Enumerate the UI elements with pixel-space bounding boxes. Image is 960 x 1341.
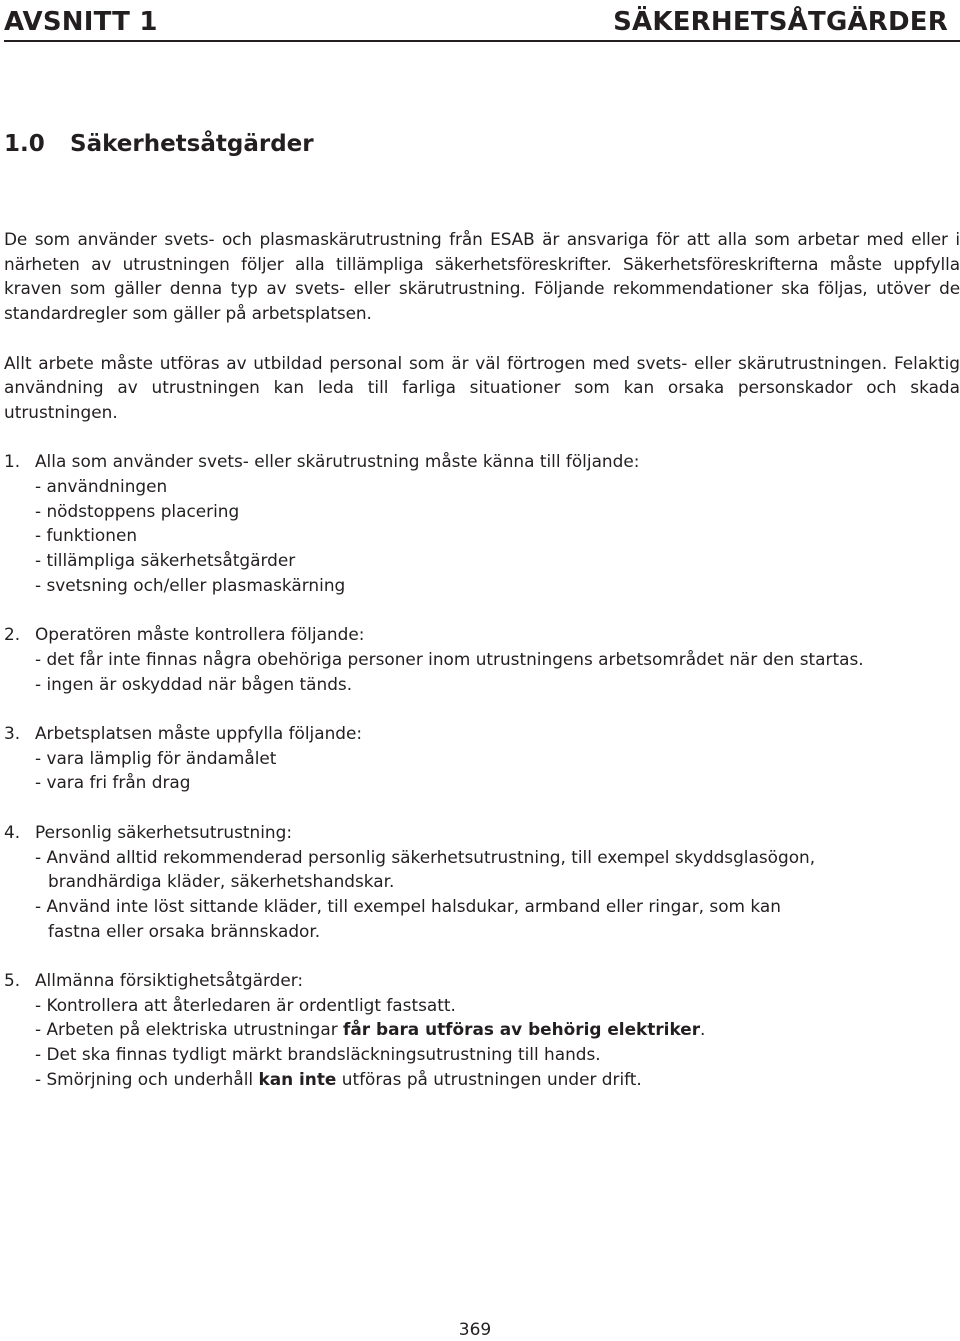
line-text: utföras på utrustningen under drift. xyxy=(336,1068,642,1089)
list-item-1 xyxy=(4,449,960,597)
item-number: 4. xyxy=(4,821,21,842)
item-line-continuation: fastna eller orsaka brännskador. xyxy=(48,920,321,941)
item-line: - ingen är oskyddad när bågen tänds. xyxy=(35,673,353,694)
list-item-5 xyxy=(4,968,960,1092)
item-line-continuation: brandhärdiga kläder, säkerhetshandskar. xyxy=(48,871,395,892)
section-label: AVSNITT 1 xyxy=(4,7,158,37)
page-title xyxy=(4,131,314,157)
item-title: Alla som använder svets- eller skärutrustning måste känna till följande: xyxy=(35,451,640,472)
item-line: - det får inte finnas några obehöriga personer inom utrustningens arbetsområdet när den startas. xyxy=(35,648,864,669)
item-line: - Använd inte löst sittande kläder, till exempel halsdukar, armband eller ringar, som kan xyxy=(35,895,781,916)
emphasis-text: kan inte xyxy=(258,1068,337,1089)
item-line: - Använd alltid rekommenderad personlig säkerhetsutrustning, till exempel skyddsglasögon, xyxy=(35,846,816,867)
intro-paragraph: De som använder svets- och plasmaskärutrustning från ESAB är ansvariga för att alla som arbetar med eller i närheten av utrustningen följer alla tillämpliga säkerhetsföreskrifter. Säkerhetsföreskrifterna måste uppfylla kraven som gäller denna typ av svets- eller skärutrustning. Följande rekommendationer ska följas, utöver de standardregler som gäller på arbetsplatsen. xyxy=(4,229,960,324)
item-title: Operatören måste kontrollera följande: xyxy=(35,624,365,645)
list-item-2 xyxy=(4,622,960,696)
item-line: - vara fri från drag xyxy=(35,772,191,793)
document-body xyxy=(4,227,960,1092)
item-line-lubrication xyxy=(4,1067,960,1092)
section-topic: SÄKERHETSÅTGÄRDER xyxy=(613,7,948,37)
item-title: Personlig säkerhetsutrustning: xyxy=(35,821,293,842)
warning-paragraph: Allt arbete måste utföras av utbildad personal som är väl förtrogen med svets- eller skärutrustningen. Felaktig användning av utrustningen kan leda till farliga situationer som kan orsaka personskador och skada utrustningen. xyxy=(4,352,960,422)
list-item-3 xyxy=(4,721,960,795)
item-number: 1. xyxy=(4,451,21,472)
item-line: - användningen xyxy=(35,476,168,496)
section-title-text: Säkerhetsåtgärder xyxy=(70,131,314,157)
item-number: 5. xyxy=(4,970,21,990)
line-text: - Smörjning och underhåll xyxy=(35,1068,259,1089)
item-line: - Det ska finnas tydligt märkt brandsläckningsutrustning till hands. xyxy=(35,1044,601,1065)
line-text: - Arbeten på elektriska utrustningar xyxy=(35,1019,344,1040)
item-line: - nödstoppens placering xyxy=(35,500,240,521)
page-header xyxy=(4,4,960,42)
emphasis-text: får bara utföras av behörig elektriker xyxy=(343,1019,701,1040)
item-line: - vara lämplig för ändamålet xyxy=(35,747,277,768)
list-item-4 xyxy=(4,820,960,944)
page-number: 369 xyxy=(458,1320,492,1340)
item-line: - funktionen xyxy=(35,525,138,546)
item-line: - tillämpliga säkerhetsåtgärder xyxy=(35,550,296,571)
item-line: - svetsning och/eller plasmaskärning xyxy=(35,574,346,595)
item-line-electrical xyxy=(4,1017,960,1042)
item-title: Allmänna försiktighetsåtgärder: xyxy=(35,970,304,990)
item-line: - Kontrollera att återledaren är ordentligt fastsatt. xyxy=(35,994,456,1015)
section-number: 1.0 xyxy=(4,131,45,157)
item-number: 3. xyxy=(4,723,21,743)
line-text: . xyxy=(700,1019,706,1040)
item-number: 2. xyxy=(4,624,21,645)
item-title: Arbetsplatsen måste uppfylla följande: xyxy=(35,723,363,743)
